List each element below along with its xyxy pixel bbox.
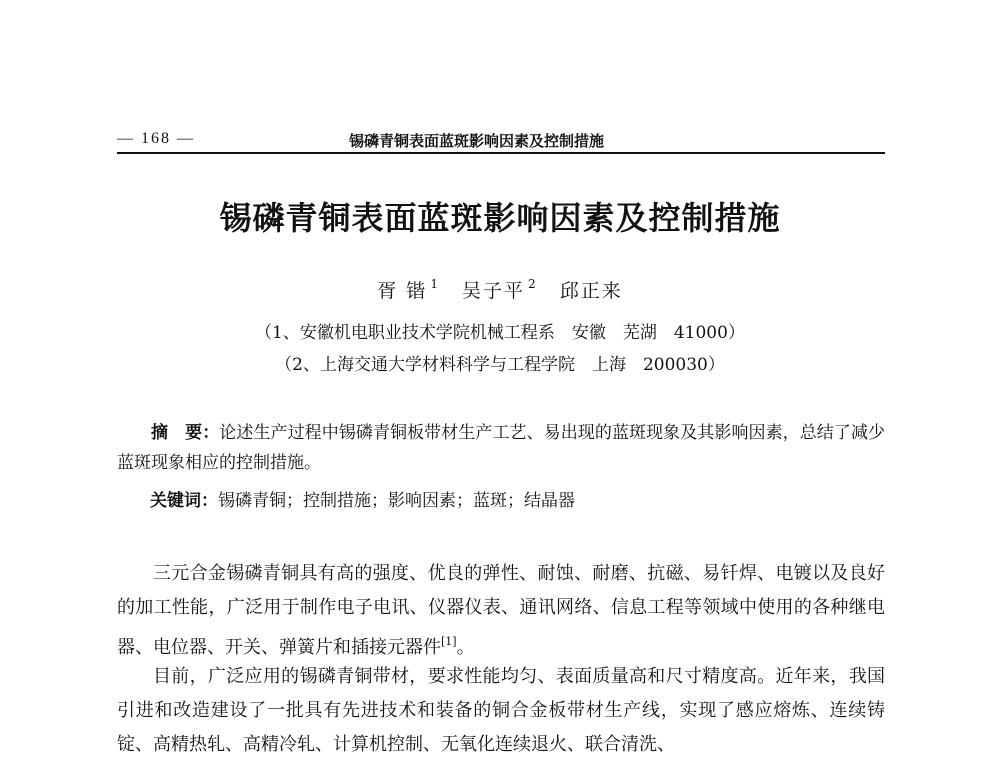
body-paragraph (117, 660, 885, 762)
abstract-text: 论述生产过程中锡磷青铜板带材生产工艺、易出现的蓝斑现象及其影响因素，总结了减少蓝斑现象相应的控制措施。 (117, 423, 886, 473)
citation-ref: [1] (441, 635, 457, 648)
paragraph-text: 三元合金锡磷青铜具有高的强度、优良的弹性、耐蚀、耐磨、抗磁、易钎焊、电镀以及良好的加工性能，广泛用于制作电子电讯、仪器仪表、通讯网络、信息工程等领域中使用的各种继电器、电位器、开关、弹簧片和插接元器件 (117, 563, 885, 658)
author-name: 邱正来 (559, 280, 623, 302)
author-list (0, 276, 1000, 303)
affiliation-2: （2、上海交通大学材料科学与工程学院 上海 200030） (275, 355, 725, 375)
abstract-label: 摘 要： (151, 423, 220, 443)
body-paragraph (117, 557, 885, 665)
affiliation-mark: 1 (430, 277, 438, 291)
running-title: 锡磷青铜表面蓝斑影响因素及控制措施 (349, 132, 605, 150)
keywords (150, 486, 885, 516)
affiliation-mark: 2 (528, 277, 536, 291)
author (462, 277, 536, 302)
keywords-text: 锡磷青铜；控制措施；影响因素；蓝斑；结晶器 (218, 491, 575, 511)
affiliation-1: （1、安徽机电职业技术学院机械工程系 安徽 芜湖 41000） (255, 323, 745, 343)
keywords-label: 关键词： (150, 491, 218, 511)
paper-title: 锡磷青铜表面蓝斑影响因素及控制措施 (219, 199, 781, 237)
abstract (117, 418, 885, 478)
author (560, 280, 623, 302)
author-name: 胥 锴 (377, 280, 428, 302)
paragraph-end: 。 (456, 637, 475, 658)
paragraph-text: 目前，广泛应用的锡磷青铜带材，要求性能均匀、表面质量高和尺寸精度高。近年来，我国引进和改造建设了一批具有先进技术和装备的铜合金板带材生产线，实现了感应熔炼、连续铸锭、高精热轧、高精冷轧、计算机控制、无氧化连续退火、联合清洗、 (117, 666, 885, 755)
page-number: — 168 — (117, 130, 195, 147)
author (377, 277, 438, 302)
running-header (117, 130, 885, 154)
author-name: 吴子平 (462, 280, 526, 302)
